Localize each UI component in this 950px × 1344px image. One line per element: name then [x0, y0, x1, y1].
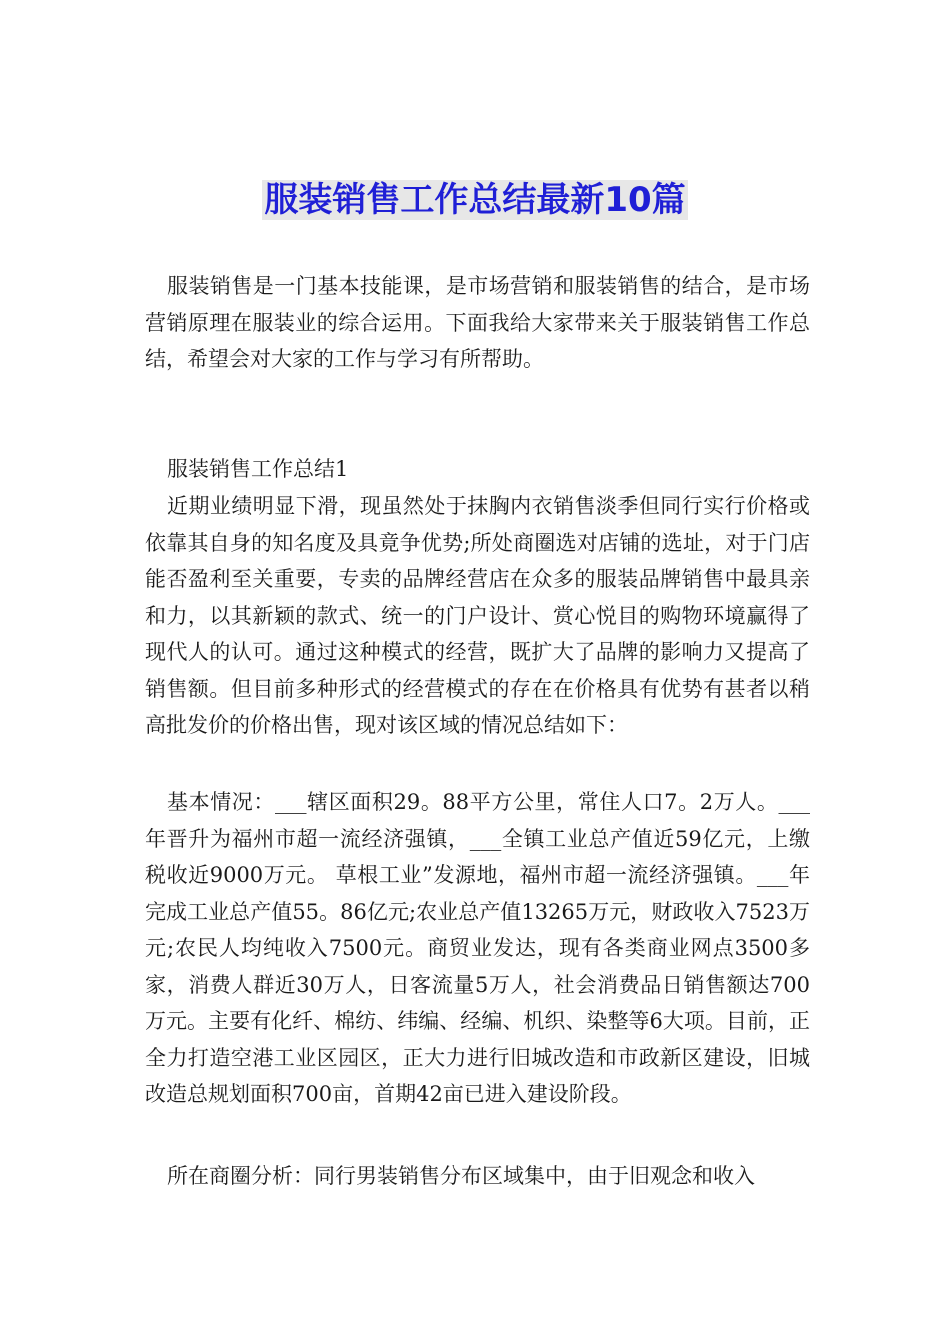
- document-title-text: 服装销售工作总结最新10篇: [264, 180, 686, 220]
- body-paragraph-3: 所在商圈分析：同行男装销售分布区域集中，由于旧观念和收入: [167, 1164, 755, 1188]
- intro-paragraph: 服装销售是一门基本技能课，是市场营销和服装销售的结合，是市场营销原理在服装业的综合运用。下面我给大家带来关于服装销售工作总结，希望会对大家的工作与学习有所帮助。: [145, 274, 810, 371]
- body-paragraph-1: 近期业绩明显下滑，现虽然处于抹胸内衣销售淡季但同行实行价格或依靠其自身的知名度及具竟争优势;所处商圈选对店铺的选址，对于门店能否盈利至关重要，专卖的品牌经营店在众多的服装品牌销售中最具亲和力，以其新颖的款式、统一的门户设计、赏心悦目的购物环境赢得了现代人的认可。通过这种模式的经营，既扩大了品牌的影响力又提高了销售额。但目前多种形式的经营模式的存在在价格具有优势有甚者以稍高批发价的价格出售，现对该区域的情况总结如下：: [145, 494, 810, 737]
- body-paragraph-2: 基本情况：___辖区面积29。88平方公里，常住人口7。2万人。___年晋升为福州市超一流经济强镇，___全镇工业总产值近59亿元，上缴税收近9000万元。 草根工业”发源地，福州市超一流经济强镇。___年完成工业总产值55。86亿元;农业总产值13265万元，财政收入7523万元;农民人均纯收入7500元。商贸业发达，现有各类商业网点3500多家，消费人群近30万人，日客流量5万人，社会消费品日销售额达700万元。主要有化纤、棉纺、纬编、经编、机织、染整等6大项。目前，正全力打造空港工业区园区，正大力进行旧城改造和市政新区建设，旧城改造总规划面积700亩，首期42亩已进入建设阶段。: [145, 790, 810, 1106]
- document-title: [0, 176, 950, 224]
- section-heading: 服装销售工作总结1: [167, 457, 349, 481]
